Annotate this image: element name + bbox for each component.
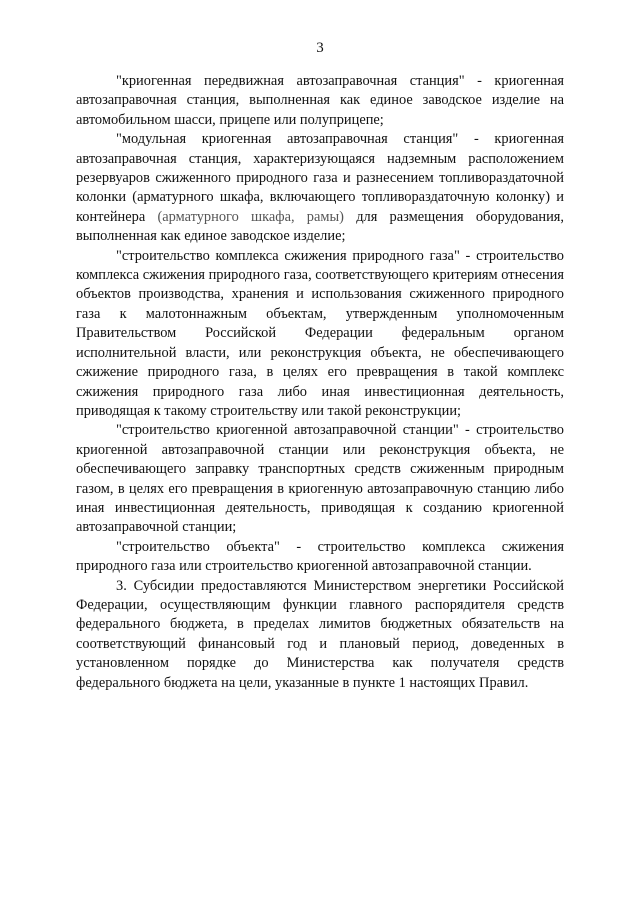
paragraph-clause-3: 3. Субсидии предоставляются Министерством энергетики Российской Федерации, осуществляющим функции главного распорядителя средств федерального бюджета, в пределах лимитов бюджетных обязательств на соответствующий финансовый год и плановый период, доведенных в установленном порядке до Министерства как получателя средств федерального бюджета на цели, указанные в пункте 1 настоящих Правил. — [76, 577, 564, 691]
page-number: 3 — [316, 40, 324, 56]
paragraph-definition-object-construction: "строительство объекта" - строительство комплекса сжижения природного газа или строительство криогенной автозаправочной станции. — [76, 538, 564, 575]
document-body — [76, 72, 564, 693]
paragraph-text: "модульная криогенная автозаправочная станция" - криогенная автозаправочная станция, характеризующаяся надземным расположением резервуаров сжиженного природного газа и разнесением топливораздаточной колонки (арматурного шкафа, включающего топливораздаточную колонку) и контейнера — [76, 131, 564, 225]
paragraph-definition-mobile-station: "криогенная передвижная автозаправочная станция" - криогенная автозаправочная станция, выполненная как единое заводское изделие на автомобильном шасси, прицепе или полуприцепе; — [76, 73, 564, 128]
paragraph-definition-liquefaction-construction: "строительство комплекса сжижения природного газа" - строительство комплекса сжижения природного газа, соответствующего критериям отнесения объектов производства, хранения и использования сжиженного природного газа к малотоннажным объектам, утвержденным уполномоченным Правительством Российской Федерации федеральным органом исполнительной власти, или реконструкция объекта, не обеспечивающего сжижение природного газа, в целях его превращения в такой комплекс сжижения природного газа либо иная инвестиционная деятельность, приводящая к такому строительству или такой реконструкции; — [76, 247, 564, 419]
paragraph-text-gray: (арматурного шкафа, рамы) — [157, 208, 344, 225]
paragraph-definition-modular-station — [76, 130, 564, 246]
paragraph-definition-station-construction: "строительство криогенной автозаправочной станции" - строительство криогенной автозаправочной станции или реконструкция объекта, не обеспечивающего заправку транспортных средств сжиженным природным газом, в целях его превращения в криогенную автозаправочную станцию либо иная инвестиционная деятельность, приводящая к созданию криогенной автозаправочной станции; — [76, 422, 564, 536]
paragraph-text: для размещения оборудования, выполненная как единое заводское изделие; — [76, 208, 564, 245]
